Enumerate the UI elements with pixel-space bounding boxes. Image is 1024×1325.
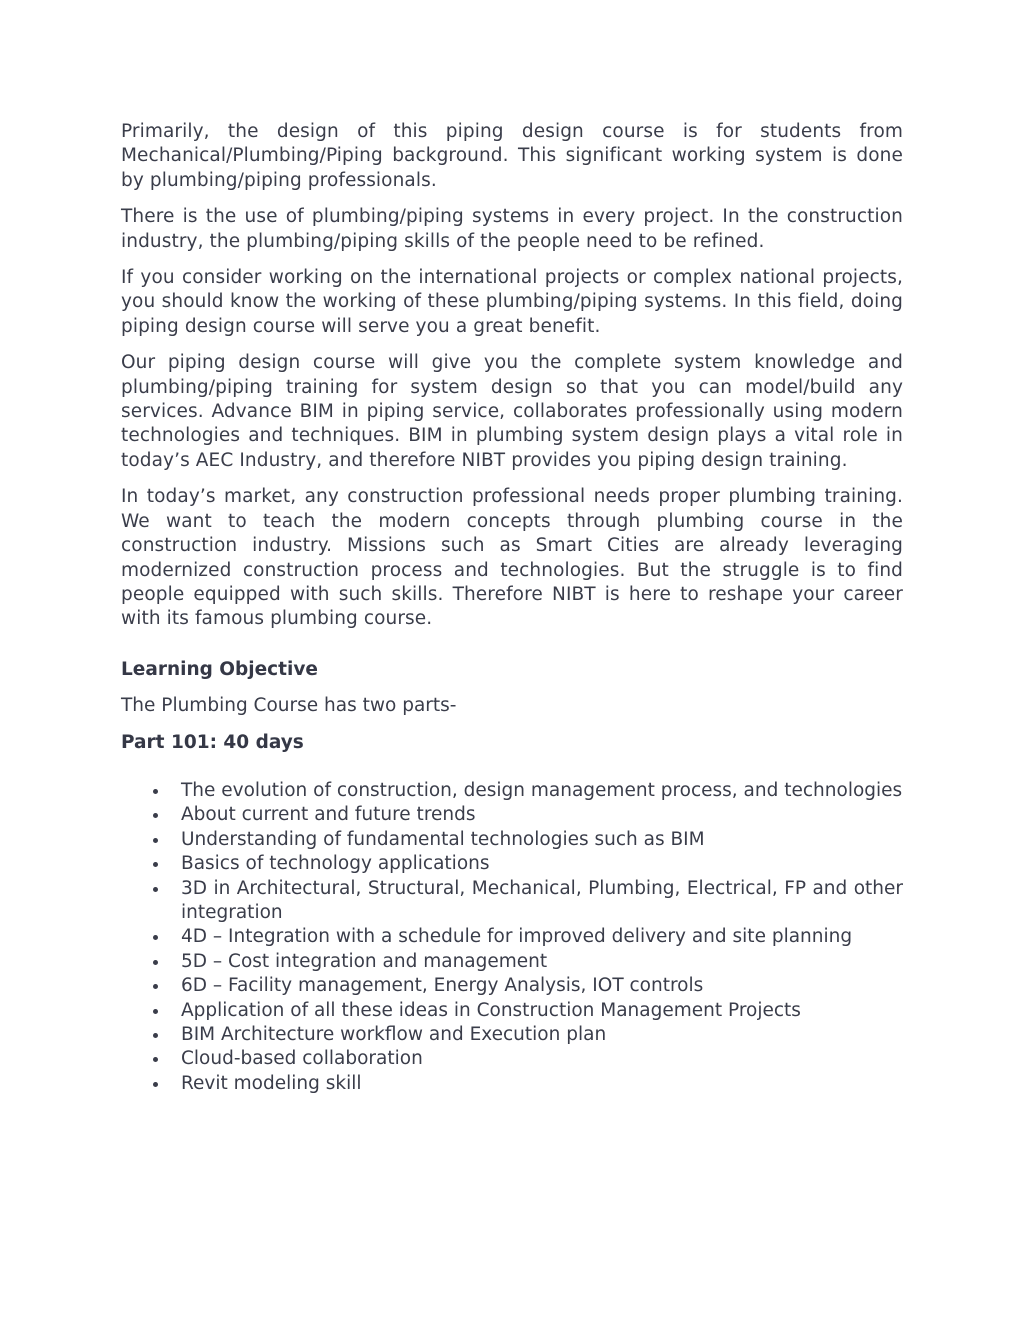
paragraph-market: In today’s market, any construction professional needs proper plumbing training. We want to teach the modern concepts through plumbing course in the construction industry. Missions such as Smart Cities are already leveraging modernized construction process and technologies. But the struggle is to find people equipped with such skills. Therefore NIBT is here to reshape your career with its famous plumbing course. [121,486,903,630]
paragraph-usage: There is the use of plumbing/piping systems in every project. In the construction industry, the plumbing/piping skills of the people need to be refined. [121,206,903,252]
list-item [121,828,903,852]
bullet-icon [153,862,158,867]
list-item [121,950,903,974]
bullet-icon [153,838,158,843]
list-item-text: Basics of technology applications [181,853,490,875]
bullet-icon [153,1033,158,1038]
list-item [121,1023,903,1047]
document-page [121,120,903,1096]
list-item [121,779,903,803]
list-item [121,1047,903,1071]
list-item [121,974,903,998]
bullet-icon [153,1057,158,1062]
list-item-text: 4D – Integration with a schedule for improved delivery and site planning [181,926,853,948]
list-item-text: Understanding of fundamental technologies such as BIM [181,828,705,850]
list-item-text: Revit modeling skill [181,1072,362,1094]
list-item-text: BIM Architecture workflow and Execution plan [181,1024,607,1045]
objective-list [121,779,903,1096]
bullet-icon [153,813,158,818]
part-heading: Part 101: 40 days [121,731,304,753]
section-intro: The Plumbing Course has two parts- [121,695,457,717]
bullet-icon [153,984,158,989]
list-item [121,852,903,876]
list-item-text: The evolution of construction, design management process, and technologies [181,779,903,801]
list-item-text: 6D – Facility management, Energy Analysis, IOT controls [181,975,704,997]
list-item-text: Cloud-based collaboration [181,1048,423,1070]
paragraph-international: If you consider working on the international projects or complex national projects, you should know the working of these plumbing/piping systems. In this field, doing piping design course will serve you a great benefit. [121,267,903,337]
bullet-icon [153,789,158,794]
list-item [121,803,903,827]
paragraph-course-offer: Our piping design course will give you the complete system knowledge and plumbing/piping training for system design so that you can model/build any services. Advance BIM in piping service, collaborates professionally using modern technologies and techniques. BIM in plumbing system design plays a vital role in today’s AEC Industry, and therefore NIBT provides you piping design training. [121,352,903,471]
bullet-icon [153,1082,158,1087]
list-item-text: 3D in Architectural, Structural, Mechanical, Plumbing, Electrical, FP and other integration [181,877,903,923]
section-heading: Learning Objective [121,658,318,680]
list-item-text: 5D – Cost integration and management [181,950,548,972]
paragraph-intro: Primarily, the design of this piping design course is for students from Mechanical/Plumbing/Piping background. This significant working system is done by plumbing/piping professionals. [121,121,903,191]
bullet-icon [153,1009,158,1014]
list-item [121,1072,903,1096]
bullet-icon [153,935,158,940]
list-item [121,999,903,1023]
bullet-icon [153,960,158,965]
list-item-text: Application of all these ideas in Construction Management Projects [181,999,801,1021]
list-item [121,877,903,926]
bullet-icon [153,887,158,892]
list-item-text: About current and future trends [181,804,476,826]
list-item [121,925,903,949]
